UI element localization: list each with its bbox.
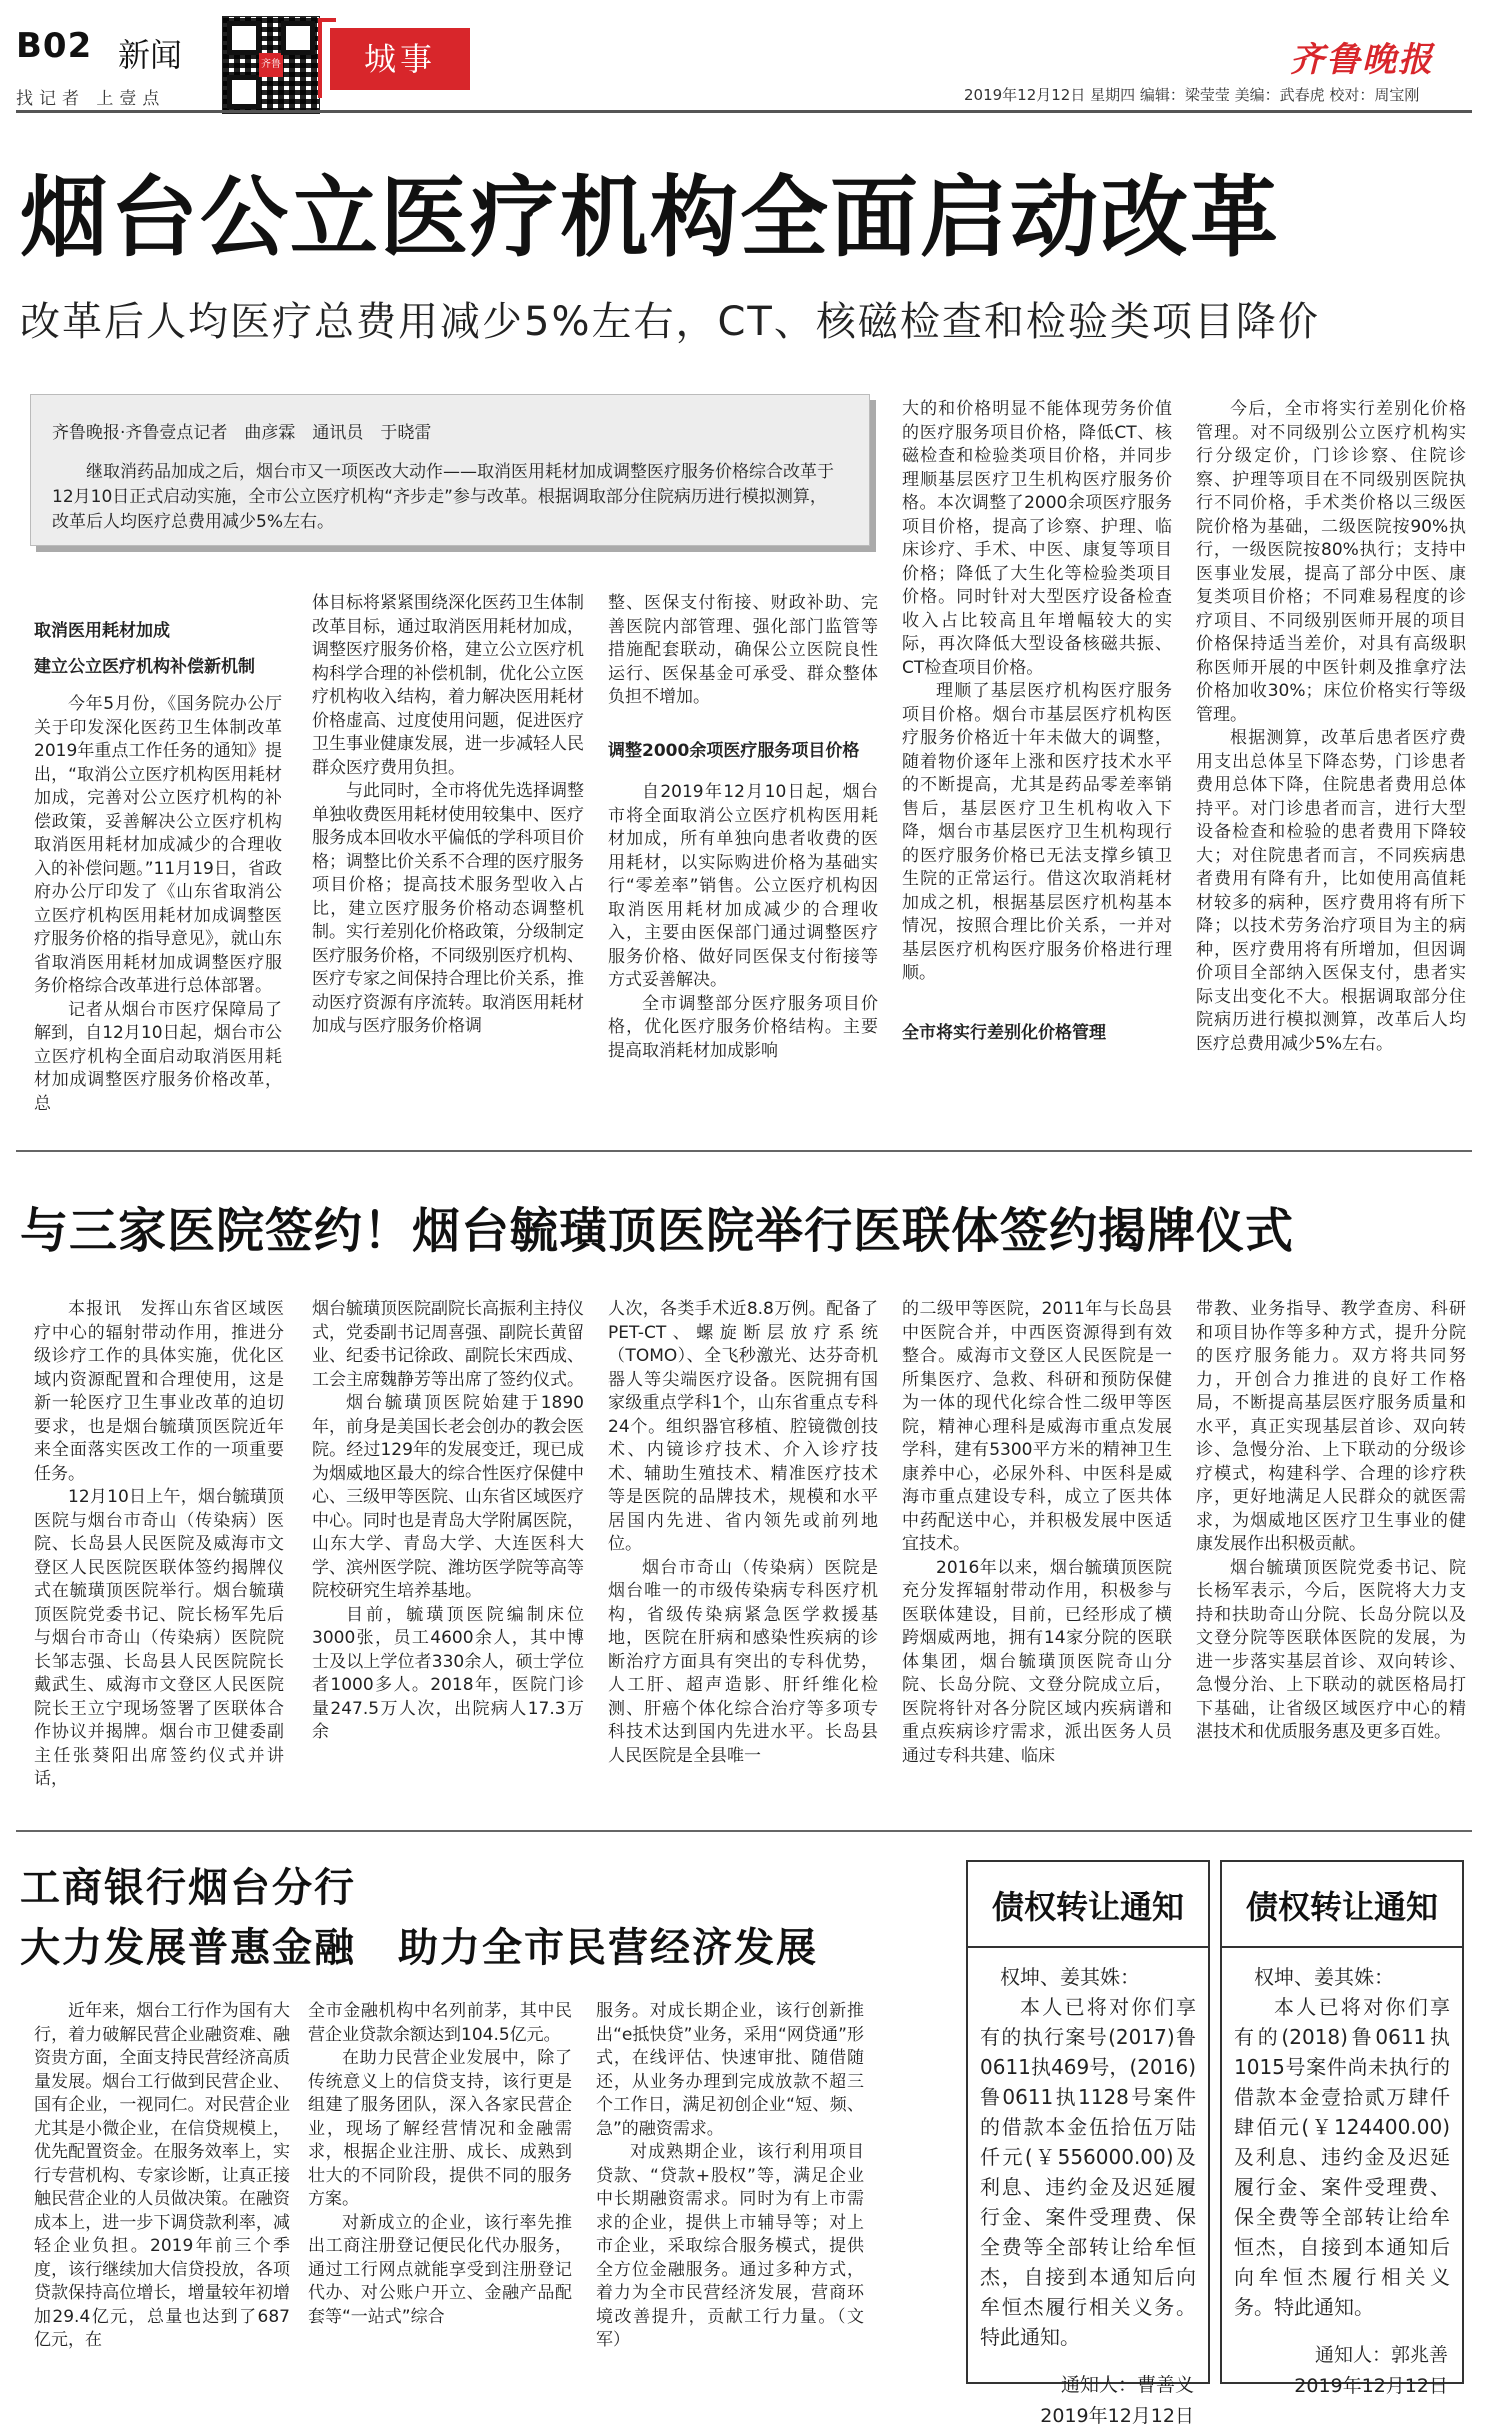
article3-column-3 [596, 2000, 864, 2353]
paragraph: 对成熟期企业，该行利用项目贷款、“贷款+股权”等，满足企业中长期融资需求。同时为有上市需求的企业，提供上市辅导等；对上市企业，采取综合服务模式，提供全方位金融服务。通过多种方式，着力为全市民营经济发展，营商环境改善提升，贡献工行力量。（文军） [596, 2142, 864, 2350]
headline-main: 烟台公立医疗机构全面启动改革 [20, 166, 1281, 269]
paragraph: 12月10日上午，烟台毓璜顶医院与烟台市奇山（传染病）医院、长岛县人民医院及威海市文登区人民医院医联体签约揭牌仪式在毓璜顶医院举行。烟台毓璜顶医院党委书记、院长杨军先后与烟台市奇山（传染病）医院院长邹志强、长岛县人民医院院长戴武生、威海市文登区人民医院院长王立宁现场签署了医联体合作协议并揭牌。烟台市卫健委副主任张葵阳出席签约仪式并讲话， [34, 1487, 284, 1789]
article3-column-2 [308, 2000, 572, 2329]
notice-body: 权坤、姜其姝： 本人已将对你们享有的执行案号(2017)鲁0611执469号，(2016)鲁0611执1128号案件的借款本金伍拾伍万陆仟元(￥556000.00)及利息、违约金及迟延履行金、案件受理费、保全费等全部转让给牟恒杰，自接到本通知后向牟恒杰履行相关义务。特此通知。 [980, 1965, 1196, 2349]
notice-signer: 通知人：郭兆善 [1314, 2344, 1448, 2366]
paragraph: 服务。对成长期企业，该行创新推出“e抵快贷”业务，采用“网贷通”形式，在线评估、快速审批、随借随还，从业务办理到完成放款不超三个工作日，满足初创企业“短、频、急”的融资需求。 [596, 2001, 864, 2139]
paragraph: 全市金融机构中名列前茅，其中民营企业贷款余额达到104.5亿元。 [308, 2001, 572, 2045]
notice-rule [1222, 1946, 1462, 1948]
page-code: B02 [16, 26, 93, 66]
section-name: 新闻 [118, 36, 183, 74]
notice-box-2 [1220, 1860, 1464, 2397]
article1-column-2 [312, 592, 584, 1039]
article1-column-1 [34, 620, 282, 1116]
paragraph: 的二级甲等医院，2011年与长岛县中医院合并，中西医资源得到有效整合。威海市文登区人民医院是一所集医疗、急救、科研和预防保健为一体的现代化综合性二级甲等医院，精神心理科是威海市重点发展学科，建有5300平方米的精神卫生康养中心，必尿外科、中医科是威海市重点建设专科，成立了医共体中药配送中心，并积极发展中医适宜技术。 [902, 1299, 1172, 1554]
subheading: 取消医用耗材加成 [34, 621, 170, 641]
article3-column-1 [34, 2000, 290, 2353]
section-divider [16, 1830, 1472, 1832]
paragraph: 本报讯 发挥山东省区域医疗中心的辐射带动作用，推进分级诊疗工作的具体实施，优化区域内资源配置和合理使用，这是新一轮医疗卫生事业改革的迫切要求，也是烟台毓璜顶医院近年来全面落实医改工作的一项重要任务。 [34, 1299, 284, 1484]
paragraph: 今后，全市将实行差别化价格管理。对不同级别公立医疗机构实行分级定价，门诊诊察、住院诊察、护理等项目在不同级别医院执行不同价格，手术类价格以三级医院价格为基础，二级医院按90%执行，一级医院按80%执行；支持中医事业发展，提高了部分中医、康复类项目价格；不同难易程度的诊疗项目、不同级别医师开展的项目价格保持适当差价，对具有高级职称医师开展的中医针刺及推拿疗法价格加收30%；床位价格实行等级管理。 [1196, 399, 1466, 725]
paragraph: 全市调整部分医疗服务项目价格，优化医疗服务价格结构。主要提高取消耗材加成影响 [608, 993, 878, 1061]
newspaper-logo: 齐鲁晚报 [1290, 40, 1434, 80]
notice-signer: 通知人：曹善义 [1060, 2374, 1194, 2396]
paragraph: 目前，毓璜顶医院编制床位3000张，员工4600余人，其中博士及以上学位者330余人，硕士学位者1000多人。2018年，医院门诊量247.5万人次，出院病人17.3万余 [312, 1604, 584, 1742]
qr-logo-icon: 齐鲁 [259, 53, 283, 77]
notice-title: 债权转让通知 [991, 1888, 1184, 1926]
paragraph: 带教、业务指导、教学查房、科研和项目协作等多种方式，提升分院的医疗服务能力。双方将共同努力，开创合力推进的良好工作格局，不断提高基层医疗服务质量和水平，真正实现基层首诊、双向转诊、急慢分治、上下联动的分级诊疗模式，构建科学、合理的诊疗秩序，更好地满足人民群众的就医需求，为烟威地区医疗卫生事业的健康发展作出积极贡献。 [1196, 1299, 1466, 1554]
qr-finder-icon [227, 75, 261, 109]
article2-column-2 [312, 1298, 584, 1745]
article1-column-4 [902, 398, 1172, 1045]
article2-column-3 [608, 1298, 878, 1768]
column-tag: 城事 [330, 28, 470, 90]
qr-code-icon[interactable] [222, 16, 320, 114]
paragraph: 今年5月份，《国务院办公厅关于印发深化医药卫生体制改革2019年重点工作任务的通知》提出，“取消公立医疗机构医用耗材加成，完善对公立医疗机构的补偿政策，妥善解决公立医疗机构取消医用耗材加成减少的合理收入的补偿问题。”11月19日，省政府办公厅印发了《山东省取消公立医疗机构医用耗材加成调整医疗服务价格的指导意见》，就山东省取消医用耗材加成调整医疗服务价格综合改革进行总体部署。 [34, 694, 282, 996]
paragraph: 自2019年12月10日起，烟台市将全面取消公立医疗机构医用耗材加成，所有单独向患者收费的医用耗材，以实际购进价格为基础实行“零差率”销售。公立医疗机构因取消医用耗材加成减少的合理收入，主要由医保部门通过调整医疗服务价格、做好同医保支付衔接等方式妥善解决。 [608, 782, 878, 990]
headline-subtitle: 改革后人均医疗总费用减少5%左右，CT、核磁检查和检验类项目降价 [20, 299, 1320, 345]
byline: 齐鲁晚报·齐鲁壹点记者 曲彦霖 通讯员 于晓雷 [52, 423, 432, 443]
paragraph: 记者从烟台市医疗保障局了解到，自12月10日起，烟台市公立医疗机构全面启动取消医用耗材加成调整医疗服务价格改革，总 [34, 999, 282, 1114]
paragraph: 根据测算，改革后患者医疗费用支出总体呈下降态势，门诊患者费用总体下降，住院患者费用总体持平。对门诊患者而言，进行大型设备检查和检验的患者费用下降较大；对住院患者而言，不同疾病患者费用有降有升，比如使用高值耗材较多的病种，医疗费用将有所下降；以技术劳务治疗项目为主的病种，医疗费用将有所增加，但因调价项目全部纳入医保支付，患者实际支出变化不大。根据调取部分住院病历进行模拟测算，改革后人均医疗总费用减少5%左右。 [1196, 728, 1466, 1054]
paragraph: 大的和价格明显不能体现劳务价值的医疗服务项目价格，降低CT、核磁检查和检验类项目价格，并同步理顺基层医疗卫生机构医疗服务价格。本次调整了2000余项医疗服务项目价格，提高了诊察、护理、临床诊疗、手术、中医、康复等项目价格；降低了大生化等检验类项目价格。同时针对大型医疗设备检查收入占比较高且年增幅较大的实际，再次降低大型设备核磁共振、CT检查项目价格。 [902, 399, 1172, 678]
tagline: 找记者 上壹点 [16, 89, 166, 109]
article2-column-1 [34, 1298, 284, 1792]
article2-headline: 与三家医院签约！烟台毓璜顶医院举行医联体签约揭牌仪式 [20, 1203, 1295, 1259]
section-divider [16, 1150, 1472, 1152]
article3-headline-line1: 工商银行烟台分行 [20, 1865, 356, 1911]
paragraph: 人次，各类手术近8.8万例。配备了PET-CT、螺旋断层放疗系统（TOMO）、全飞秒激光、达芬奇机器人等尖端医疗设备。医院拥有国家级重点学科1个，山东省重点专科24个。组织器官移植、腔镜微创技术、内镜诊疗技术、介入诊疗技术、辅助生殖技术、精准医疗技术等是医院的品牌技术，规模和水平居国内先进、省内领先或前列地位。 [608, 1299, 878, 1554]
paragraph: 2016年以来，烟台毓璜顶医院充分发挥辐射带动作用，积极参与医联体建设，目前，已经形成了横跨烟威两地，拥有14家分院的医联体集团，烟台毓璜顶医院奇山分院、长岛分院、文登分院成立后，医院将针对各分院区域内疾病谱和重点疾病诊疗需求，派出医务人员通过专科共建、临床 [902, 1557, 1172, 1766]
subheading: 全市将实行差别化价格管理 [902, 1022, 1106, 1043]
lead-paragraph: 继取消药品加成之后，烟台市又一项医改大动作——取消医用耗材加成调整医疗服务价格综合改革于12月10日正式启动实施，全市公立医疗机构“齐步走”参与改革。根据调取部分住院病历进行模拟测算，改革后人均医疗总费用减少5%左右。 [52, 462, 834, 532]
notice-body: 权坤、姜其姝： 本人已将对你们享有的(2018)鲁0611执1015号案件尚未执行的借款本金壹拾贰万肆仟肆佰元(￥124400.00)及利息、违约金及迟延履行金、案件受理费、保全费等全部转让给牟恒杰，自接到本通知后向牟恒杰履行相关义务。特此通知。 [1234, 1965, 1450, 2319]
article2-column-5 [1196, 1298, 1466, 1745]
article3-headline-line2: 大力发展普惠金融 助力全市民营经济发展 [20, 1925, 818, 1971]
paragraph: 体目标将紧紧围绕深化医药卫生体制改革目标，通过取消医用耗材加成，调整医疗服务价格，建立公立医疗机构科学合理的补偿机制，优化公立医疗机构收入结构，着力解决医用耗材价格虚高、过度使用问题，促进医疗卫生事业健康发展，进一步减轻人民群众医疗费用负担。 [312, 593, 584, 778]
notice-date: 2019年12月12日 [1040, 2405, 1194, 2427]
paragraph: 烟台毓璜顶医院始建于1890年，前身是美国长老会创办的教会医院。经过129年的发展变迁，现已成为烟威地区最大的综合性医疗保健中心、三级甲等医院、山东省区域医疗中心。同时也是青岛大学附属医院，山东大学、青岛大学、大连医科大学、滨州医学院、潍坊医学院等高等院校研究生培养基地。 [312, 1393, 584, 1601]
header-rule [16, 110, 1472, 113]
notice-rule [968, 1946, 1208, 1948]
paragraph: 在助力民营企业发展中，除了传统意义上的信贷支持，该行更是组建了服务团队，深入各家民营企业，现场了解经营情况和金融需求，根据企业注册、成长、成熟到壮大的不同阶段，提供不同的服务方案。 [308, 2048, 572, 2209]
paragraph: 与此同时，全市将优先选择调整单独收费医用耗材使用较集中、医疗服务成本回收水平偏低的学科项目价格；调整比价关系不合理的医疗服务项目价格；提高技术服务型收入占比，建立医疗服务价格动态调整机制。实行差别化价格政策，分级制定医疗服务价格，不同级别医疗机构、医疗专家之间保持合理比价关系，推动医疗资源有序流转。取消医用耗材加成与医疗服务价格调 [312, 781, 584, 1036]
subheading: 建立公立医疗机构补偿新机制 [34, 656, 255, 677]
paragraph: 近年来，烟台工行作为国有大行，着力破解民营企业融资难、融资贵方面，全面支持民营经济高质量发展。烟台工行做到民营企业、国有企业，一视同仁。对民营企业尤其是小微企业，在信贷规模上，优先配置资金。在服务效率上，实行专营机构、专家诊断，让真正接触民营企业的人员做决策。在融资成本上，进一步下调贷款利率，减轻企业负担。2019年前三个季度，该行继续加大信贷投放，各项贷款保持高位增长，增量较年初增加29.4亿元，总量也达到了687亿元，在 [34, 2001, 290, 2350]
paragraph: 烟台毓璜顶医院党委书记、院长杨军表示，今后，医院将大力支持和扶助奇山分院、长岛分院以及文登分院等医联体医院的发展，为进一步落实基层首诊、双向转诊、急慢分治、上下联动的就医格局打下基础，让省级区域医疗中心的精湛技术和优质服务惠及更多百姓。 [1196, 1557, 1466, 1742]
paragraph: 对新成立的企业，该行率先推出工商注册登记便民化代办服务，通过工行网点就能享受到注册登记代办、对公账户开立、金融产品配套等“一站式”综合 [308, 2212, 572, 2327]
paragraph: 烟台市奇山（传染病）医院是烟台唯一的市级传染病专科医疗机构，省级传染病紧急医学救援基地，医院在肝病和感染性疾病的诊断治疗方面具有突出的专科优势，人工肝、超声造影、肝纤维化检测、肝癌个体化综合治疗等多项专科技术达到国内先进水平。长岛县人民医院是全县唯一 [608, 1557, 878, 1766]
notice-date: 2019年12月12日 [1294, 2375, 1448, 2397]
paragraph: 烟台毓璜顶医院副院长高振利主持仪式，党委副书记周喜强、副院长黄留业、纪委书记徐政、副院长宋西成、工会主席魏静芳等出席了签约仪式。 [312, 1299, 584, 1390]
paragraph: 理顺了基层医疗机构医疗服务项目价格。烟台市基层医疗机构医疗服务价格近十年未做大的调整，随着物价逐年上涨和医疗技术水平的不断提高，尤其是药品零差率销售后，基层医疗卫生机构收入下降，烟台市基层医疗卫生机构现行的医疗服务价格已无法支撑乡镇卫生院的正常运行。借这次取消耗材加成之机，根据基层医疗机构基本情况，按照合理比价关系，一并对基层医疗机构医疗服务价格进行理顺。 [902, 681, 1172, 983]
subheading: 调整2000余项医疗服务项目价格 [608, 740, 860, 761]
paragraph: 整、医保支付衔接、财政补助、完善医院内部管理、强化部门监管等措施配套联动，确保公立医院良性运行、医保基金可承受、群众整体负担不增加。 [608, 593, 878, 707]
article1-column-3 [608, 592, 878, 1063]
page-meta: 2019年12月12日 星期四 编辑：梁莹莹 美编：武春虎 校对：周宝刚 [964, 86, 1420, 104]
article1-column-5 [1196, 398, 1466, 1056]
article2-column-4 [902, 1298, 1172, 1768]
notice-box-1 [966, 1860, 1210, 2427]
notice-title: 债权转让通知 [1245, 1888, 1438, 1926]
